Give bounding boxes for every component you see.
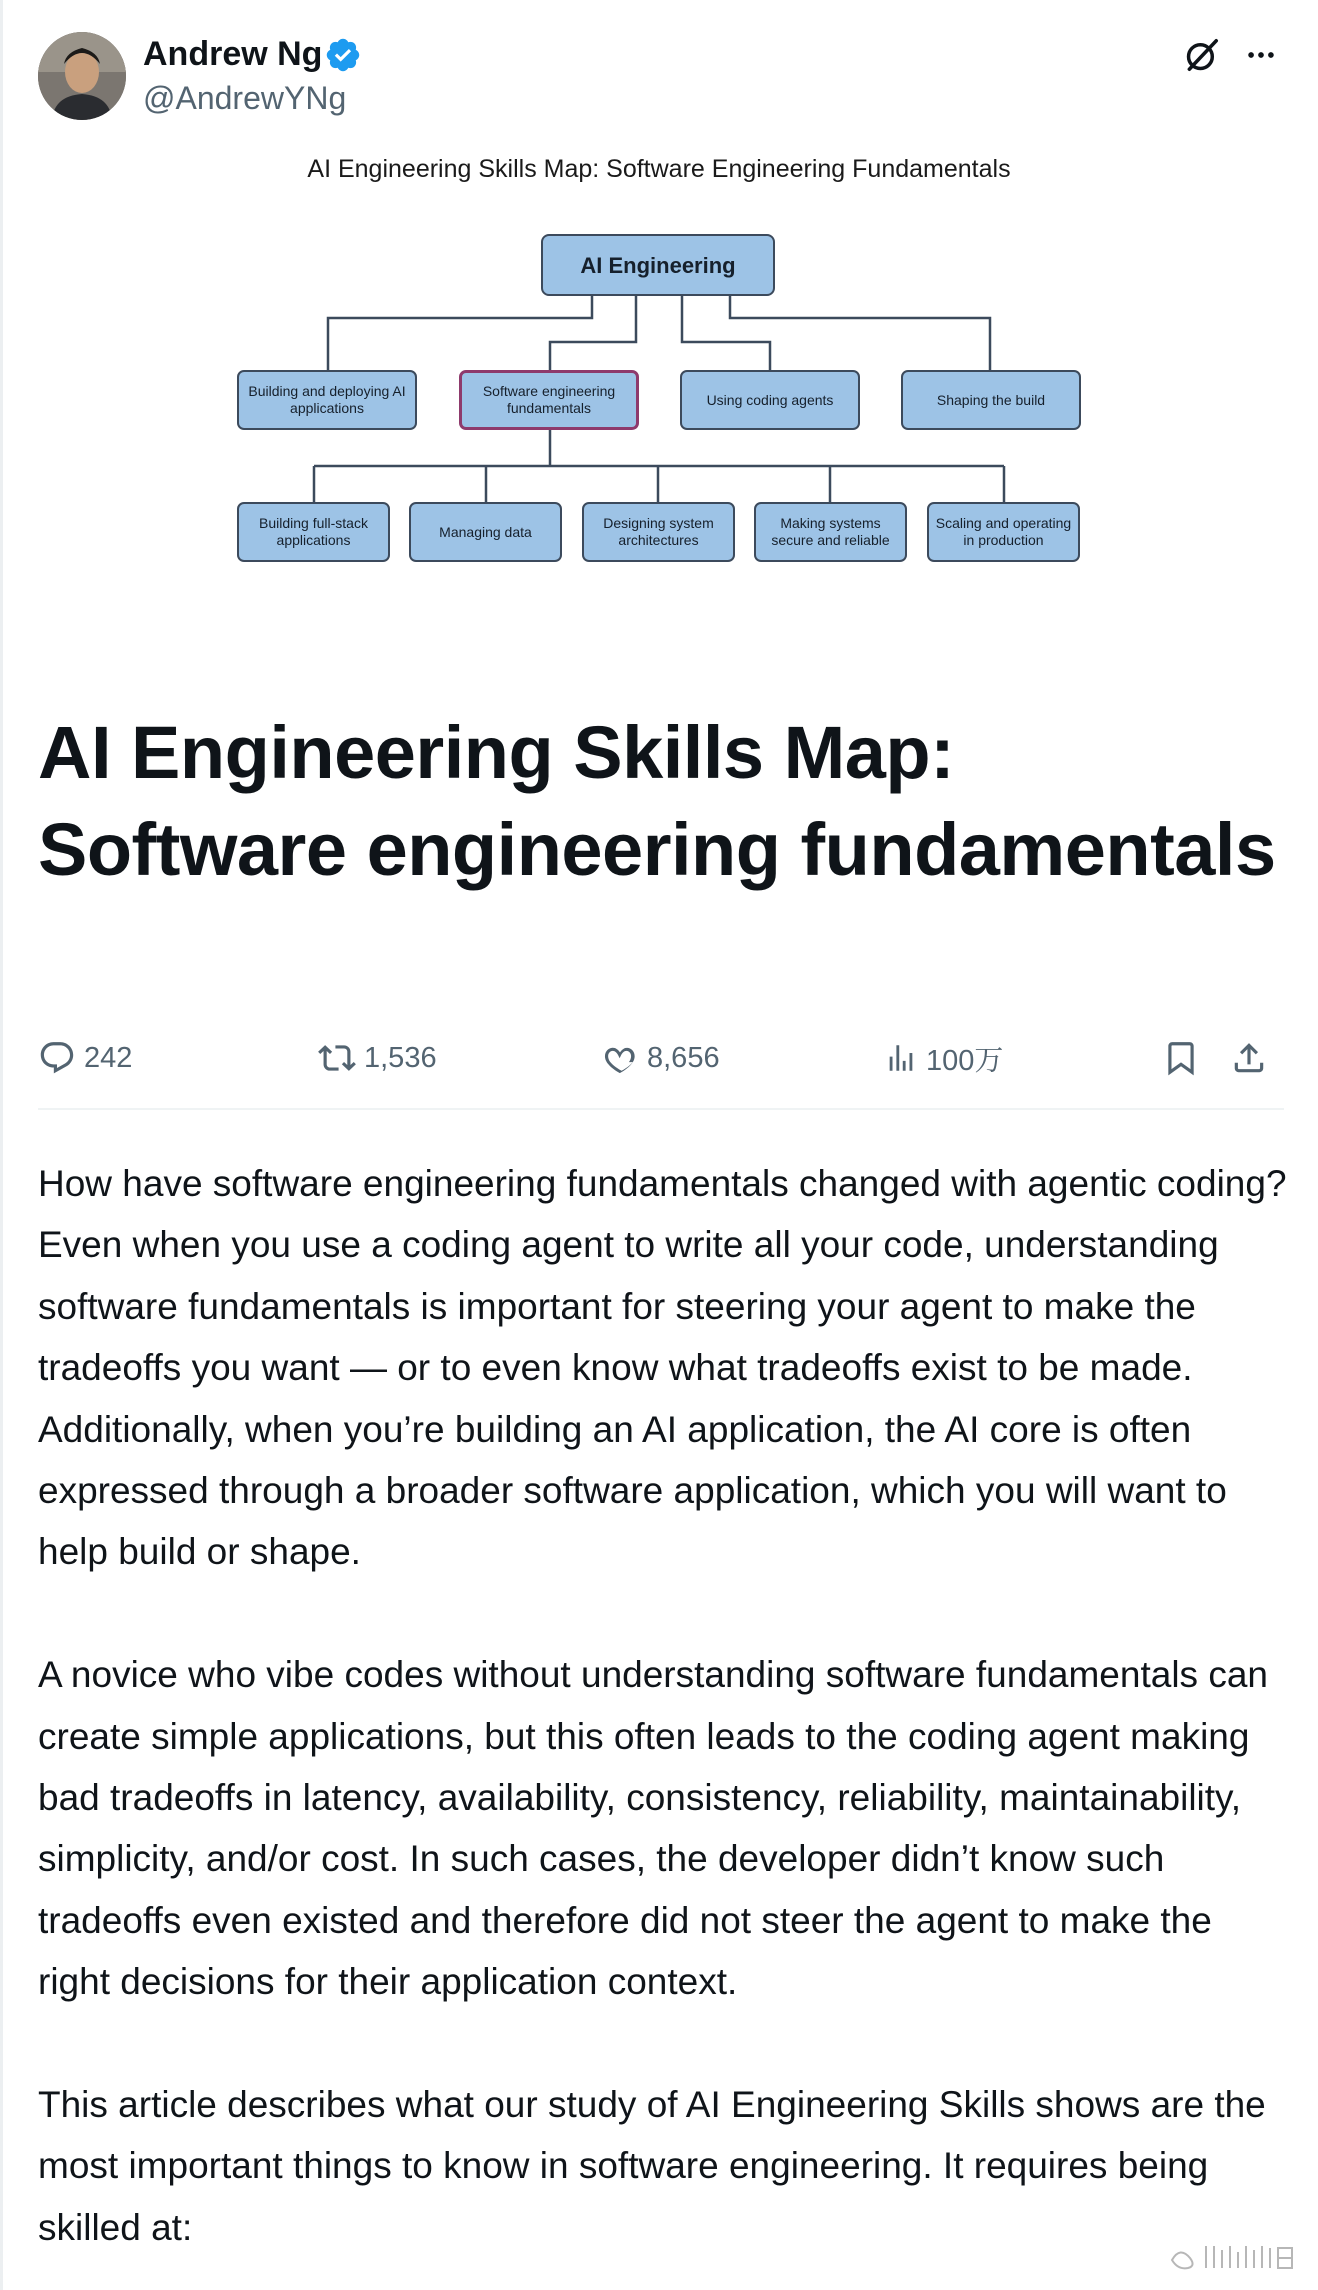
paragraph: How have software engineering fundamentals changed with agentic coding? Even when you use a coding agent to write all your code, understanding software fundamentals is important for steering your agent to make the tradeoffs you want — or to even know what tradeoffs exist to be made. Additionally, when you’re building an AI application, the AI core is often expressed through a broader software application, which you will want to help build or shape. bbox=[38, 1163, 1287, 1573]
paragraph: A novice who vibe codes without understanding software fundamentals can create simple applications, but this often leads to the coding agent making bad tradeoffs in latency, availability, consistency, reliability, maintainability, simplicity, and/or cost. In such cases, the developer didn’t know such tradeoffs even existed and therefore did not steer the agent to make the right decisions for their application context. bbox=[38, 1654, 1268, 2003]
node-managing-data[interactable]: Managing data bbox=[409, 502, 562, 562]
article-headline: AI Engineering Skills Map: Software engineering fundamentals bbox=[38, 711, 1276, 891]
watermark-logo bbox=[1166, 2240, 1296, 2274]
repost-button[interactable] bbox=[318, 1030, 437, 1086]
bookmark-button[interactable] bbox=[1162, 1030, 1208, 1086]
reply-count: 242 bbox=[84, 1041, 133, 1074]
article-body bbox=[38, 1153, 1288, 2258]
reply-icon bbox=[38, 1039, 76, 1077]
node-scaling-production[interactable]: Scaling and operating in production bbox=[927, 502, 1080, 562]
node-ai-engineering[interactable]: AI Engineering bbox=[541, 234, 775, 296]
reply-button[interactable] bbox=[38, 1030, 132, 1086]
author-handle[interactable]: @AndrewYNg bbox=[143, 80, 347, 116]
views-icon bbox=[884, 1041, 918, 1075]
divider bbox=[38, 1108, 1284, 1110]
node-full-stack-applications[interactable]: Building full-stack applications bbox=[237, 502, 390, 562]
diagram-title: AI Engineering Skills Map: Software Engineering Fundamentals bbox=[307, 155, 1011, 183]
node-using-coding-agents[interactable]: Using coding agents bbox=[680, 370, 860, 430]
paragraph: This article describes what our study of AI Engineering Skills shows are the most important things to know in software engineering. It requires being skilled at: bbox=[38, 2084, 1266, 2248]
skills-diagram[interactable] bbox=[0, 0, 1318, 600]
repost-icon bbox=[318, 1039, 356, 1077]
like-count: 8,656 bbox=[647, 1041, 720, 1074]
share-button[interactable] bbox=[1230, 1030, 1276, 1086]
share-icon bbox=[1230, 1039, 1268, 1077]
node-shaping-the-build[interactable]: Shaping the build bbox=[901, 370, 1081, 430]
like-button[interactable] bbox=[601, 1030, 720, 1086]
repost-count: 1,536 bbox=[364, 1041, 437, 1074]
bookmark-icon bbox=[1162, 1039, 1200, 1077]
node-secure-reliable[interactable]: Making systems secure and reliable bbox=[754, 502, 907, 562]
action-bar bbox=[38, 1030, 1284, 1086]
node-software-engineering-fundamentals[interactable]: Software engineering fundamentals bbox=[459, 370, 639, 430]
like-icon bbox=[601, 1039, 639, 1077]
node-system-architectures[interactable]: Designing system architectures bbox=[582, 502, 735, 562]
author-name[interactable]: Andrew Ng bbox=[143, 35, 323, 73]
node-building-deploying-ai[interactable]: Building and deploying AI applications bbox=[237, 370, 417, 430]
views-count: 100万 bbox=[926, 1044, 1004, 1077]
views-button[interactable] bbox=[884, 1030, 1003, 1086]
